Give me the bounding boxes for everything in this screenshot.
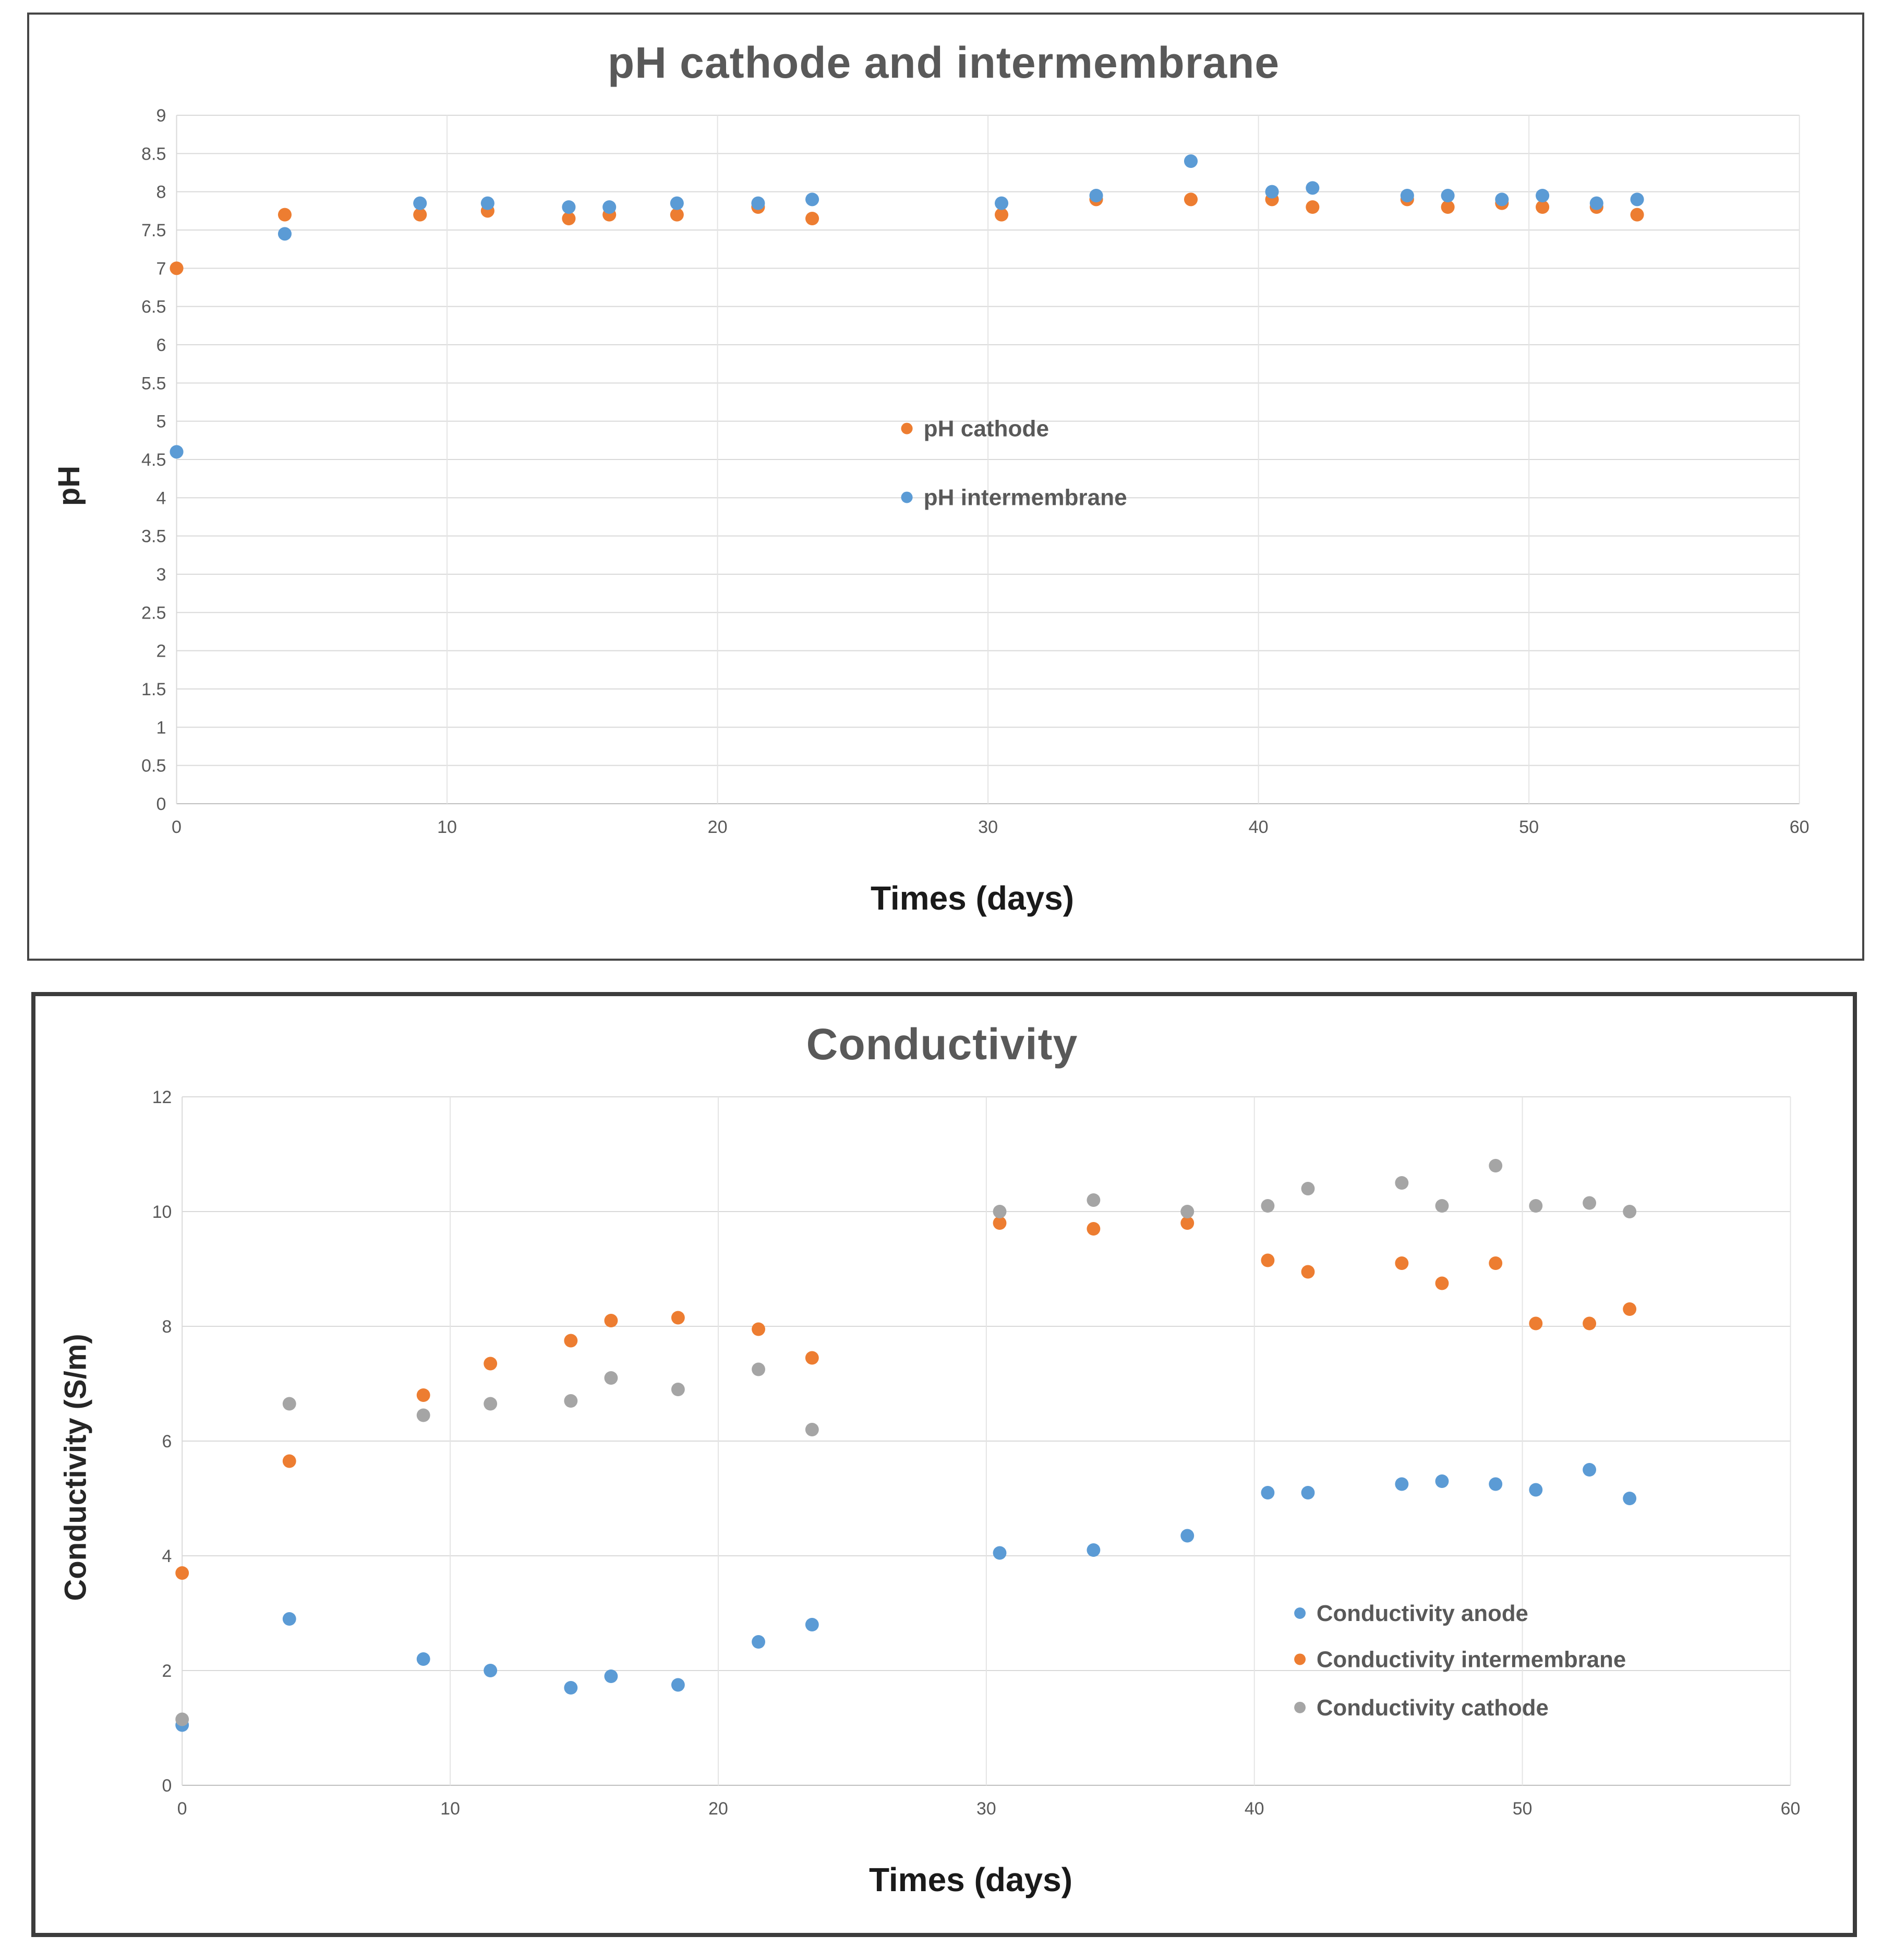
data-point [1087, 1222, 1100, 1236]
y-tick-label: 2.5 [141, 603, 166, 623]
data-point [602, 200, 616, 214]
data-point [413, 197, 427, 210]
ph-plot-area [98, 94, 1847, 877]
y-tick-label: 5.5 [141, 373, 166, 394]
data-point [1301, 1182, 1315, 1195]
legend-marker [1294, 1653, 1306, 1665]
data-point [562, 200, 575, 214]
y-tick-label: 9 [156, 106, 166, 126]
data-point [1265, 185, 1279, 199]
legend-label: Conductivity cathode [1316, 1695, 1549, 1721]
legend-marker [901, 423, 913, 434]
data-point [175, 1566, 189, 1580]
legend-label: pH cathode [923, 416, 1049, 442]
data-point [805, 1423, 819, 1436]
conductivity-chart-body [47, 1076, 1837, 1858]
data-point [1495, 192, 1509, 206]
y-tick-label: 4 [162, 1546, 172, 1567]
legend [1294, 1601, 1626, 1721]
data-point [604, 1314, 618, 1327]
data-point [417, 1652, 430, 1666]
y-tick-label: 6 [156, 335, 166, 355]
legend-label: pH intermembrane [923, 485, 1127, 511]
ph-y-axis-title-text: pH [52, 465, 87, 506]
data-point [805, 212, 819, 225]
data-point [1583, 1317, 1596, 1330]
y-tick-label: 8.5 [141, 144, 166, 164]
y-tick-label: 7.5 [141, 221, 166, 240]
data-point [564, 1334, 577, 1348]
x-tick-label: 20 [708, 1798, 728, 1819]
data-point [752, 1363, 765, 1376]
data-point [278, 227, 292, 240]
x-tick-label: 30 [976, 1798, 996, 1819]
data-point [417, 1409, 430, 1422]
data-point [751, 197, 765, 210]
data-point [1489, 1478, 1502, 1491]
legend-marker [1294, 1702, 1306, 1713]
data-point [1441, 189, 1455, 202]
data-point [1631, 192, 1644, 206]
data-point [1631, 208, 1644, 222]
ph-chart-card [27, 13, 1864, 961]
legend-marker [1294, 1607, 1306, 1619]
ph-y-axis-title [41, 94, 98, 877]
legend-label: Conductivity anode [1316, 1600, 1528, 1627]
gridlines [182, 1097, 1790, 1785]
data-point [564, 1681, 577, 1695]
conductivity-chart-title: Conductivity [806, 1020, 1078, 1069]
y-tick-label: 2 [156, 641, 166, 661]
legend-marker [901, 492, 913, 503]
data-point [1590, 197, 1603, 210]
data-point [1435, 1277, 1449, 1290]
data-point [1089, 189, 1103, 202]
data-point [481, 197, 494, 210]
data-point [752, 1323, 765, 1336]
data-point [1435, 1199, 1449, 1213]
y-tick-label: 8 [162, 1316, 172, 1337]
data-point [993, 1546, 1007, 1560]
data-point [417, 1388, 430, 1402]
x-tick-label: 10 [440, 1798, 460, 1819]
y-tick-label: 2 [162, 1661, 172, 1681]
data-point [1306, 181, 1319, 195]
y-tick-label: 0.5 [141, 756, 166, 776]
data-point [1623, 1302, 1636, 1316]
conductivity-y-axis-title-text: Conductivity (S/m) [58, 1333, 93, 1601]
x-tick-label: 60 [1780, 1798, 1801, 1819]
data-point [1536, 189, 1549, 202]
data-point [670, 197, 684, 210]
x-tick-label: 60 [1789, 817, 1809, 837]
y-tick-label: 6 [162, 1431, 172, 1452]
data-point [1184, 192, 1198, 206]
data-point [1087, 1543, 1100, 1557]
x-tick-label: 10 [437, 817, 457, 837]
data-point [283, 1612, 296, 1626]
y-tick-label: 0 [156, 794, 166, 814]
y-tick-label: 10 [152, 1202, 172, 1223]
data-point [1529, 1317, 1542, 1330]
data-point [170, 445, 183, 458]
data-point [805, 1618, 819, 1631]
data-point [993, 1205, 1007, 1218]
x-tick-label: 40 [1244, 1798, 1264, 1819]
data-point [671, 1311, 685, 1325]
conductivity-x-axis-title: Times (days) [868, 1861, 1073, 1898]
data-point [1301, 1486, 1315, 1499]
data-point [1184, 154, 1198, 168]
data-point [484, 1664, 497, 1677]
data-point [170, 261, 183, 275]
y-tick-label: 1 [156, 718, 166, 738]
data-point [278, 208, 292, 222]
data-point [604, 1371, 618, 1385]
y-tick-label: 3.5 [141, 526, 166, 547]
data-point [1180, 1205, 1194, 1218]
data-point [1489, 1159, 1502, 1172]
data-point [484, 1357, 497, 1371]
conductivity-scatter-plot [104, 1076, 1837, 1858]
y-tick-label: 3 [156, 565, 166, 585]
series-conductivity-intermembrane-points [175, 1216, 1636, 1580]
y-tick-label: 4.5 [141, 450, 166, 470]
data-point [1395, 1256, 1408, 1270]
data-point [1395, 1478, 1408, 1491]
x-tick-label: 40 [1248, 817, 1269, 837]
data-point [1306, 200, 1319, 214]
y-tick-label: 12 [152, 1087, 172, 1108]
data-point [1623, 1492, 1636, 1505]
legend [901, 416, 1127, 511]
x-tick-label: 0 [172, 817, 182, 837]
data-point [671, 1383, 685, 1396]
data-point [752, 1635, 765, 1649]
axis-tick-labels [152, 1087, 1801, 1819]
data-point [805, 192, 819, 206]
x-tick-label: 30 [978, 817, 998, 837]
data-point [1261, 1254, 1274, 1267]
ph-chart-body [41, 94, 1847, 877]
data-point [1489, 1256, 1502, 1270]
conductivity-y-axis-title [47, 1076, 104, 1858]
data-point [1401, 189, 1414, 202]
data-point [1301, 1265, 1315, 1279]
y-tick-label: 5 [156, 412, 166, 432]
series-conductivity-cathode-points [175, 1159, 1636, 1726]
data-point [805, 1351, 819, 1365]
data-point [1529, 1199, 1542, 1213]
y-tick-label: 4 [156, 488, 166, 509]
data-point [1623, 1205, 1636, 1218]
y-tick-label: 6.5 [141, 297, 166, 317]
y-tick-label: 8 [156, 182, 166, 202]
data-point [604, 1669, 618, 1683]
x-tick-label: 50 [1512, 1798, 1533, 1819]
data-point [1583, 1463, 1596, 1477]
data-point [1583, 1196, 1596, 1210]
data-point [1395, 1176, 1408, 1190]
y-tick-label: 0 [162, 1775, 172, 1796]
data-point [671, 1678, 685, 1692]
data-point [283, 1455, 296, 1468]
data-point [1087, 1193, 1100, 1207]
data-point [564, 1394, 577, 1408]
data-point [283, 1397, 296, 1411]
conductivity-plot-area [104, 1076, 1837, 1858]
data-point [175, 1713, 189, 1726]
ph-x-axis-title: Times (days) [870, 879, 1075, 917]
data-point [1261, 1486, 1274, 1499]
series-ph-cathode-points [170, 192, 1644, 275]
series-conductivity-anode-points [175, 1463, 1636, 1732]
ph-chart-title: pH cathode and intermembrane [607, 38, 1280, 87]
y-tick-label: 7 [156, 259, 166, 279]
data-point [1180, 1529, 1194, 1543]
y-tick-label: 1.5 [141, 680, 166, 699]
data-point [995, 197, 1008, 210]
data-point [1435, 1474, 1449, 1488]
legend-label: Conductivity intermembrane [1316, 1647, 1626, 1673]
x-tick-label: 20 [707, 817, 728, 837]
data-point [1261, 1199, 1274, 1213]
x-tick-label: 0 [177, 1798, 187, 1819]
x-tick-label: 50 [1519, 817, 1539, 837]
ph-scatter-plot [98, 94, 1847, 877]
conductivity-chart-card [31, 992, 1857, 1937]
data-point [484, 1397, 497, 1411]
data-point [1529, 1483, 1542, 1497]
